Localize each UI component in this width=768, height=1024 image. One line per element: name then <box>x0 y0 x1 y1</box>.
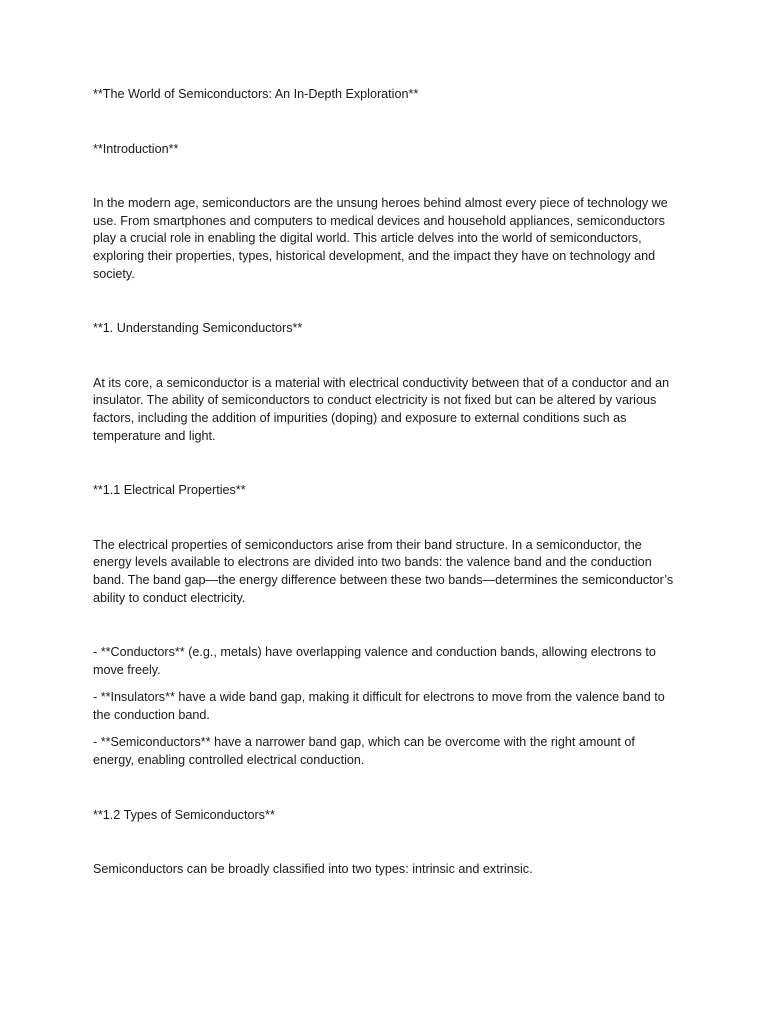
section-1-2-heading: **1.2 Types of Semiconductors** <box>93 807 275 822</box>
section-1-2-paragraph: Semiconductors can be broadly classified into two types: intrinsic and extrinsic. <box>93 862 533 877</box>
section-1-heading: **1. Understanding Semiconductors** <box>93 321 303 336</box>
bullet-conductors: - **Conductors** (e.g., metals) have overlapping valence and conduction bands, allowing electrons to move freely. <box>93 645 656 677</box>
section-1-1-heading: **1.1 Electrical Properties** <box>93 483 246 498</box>
document-title: **The World of Semiconductors: An In-Depth Exploration** <box>93 87 419 101</box>
section-1-1-paragraph: The electrical properties of semiconductors arise from their band structure. In a semiconductor, the energy levels available to electrons are divided into two bands: the valence band and the conduction band. The band gap—the energy difference between these two bands—determines the semiconductor’s ability to conduct electricity. <box>93 537 674 605</box>
bullet-semiconductors: - **Semiconductors** have a narrower band gap, which can be overcome with the right amount of energy, enabling controlled electrical conduction. <box>93 735 635 768</box>
bullet-insulators: - **Insulators** have a wide band gap, making it difficult for electrons to move from the valence band to the conduction band. <box>93 690 665 722</box>
document-body <box>93 86 675 916</box>
section-1-paragraph: At its core, a semiconductor is a material with electrical conductivity between that of a conductor and an insulator. The ability of semiconductors to conduct electricity is not fixed but can be altered by various factors, including the addition of impurities (doping) and exposure to external conditions such as temperature and light. <box>93 375 670 443</box>
intro-paragraph: In the modern age, semiconductors are the unsung heroes behind almost every piece of technology we use. From smartphones and computers to medical devices and household appliances, semiconductors play a crucial role in enabling the digital world. This article delves into the world of semiconductors, exploring their properties, types, historical development, and the impact they have on technology and society. <box>93 196 668 281</box>
intro-heading: **Introduction** <box>93 141 179 156</box>
